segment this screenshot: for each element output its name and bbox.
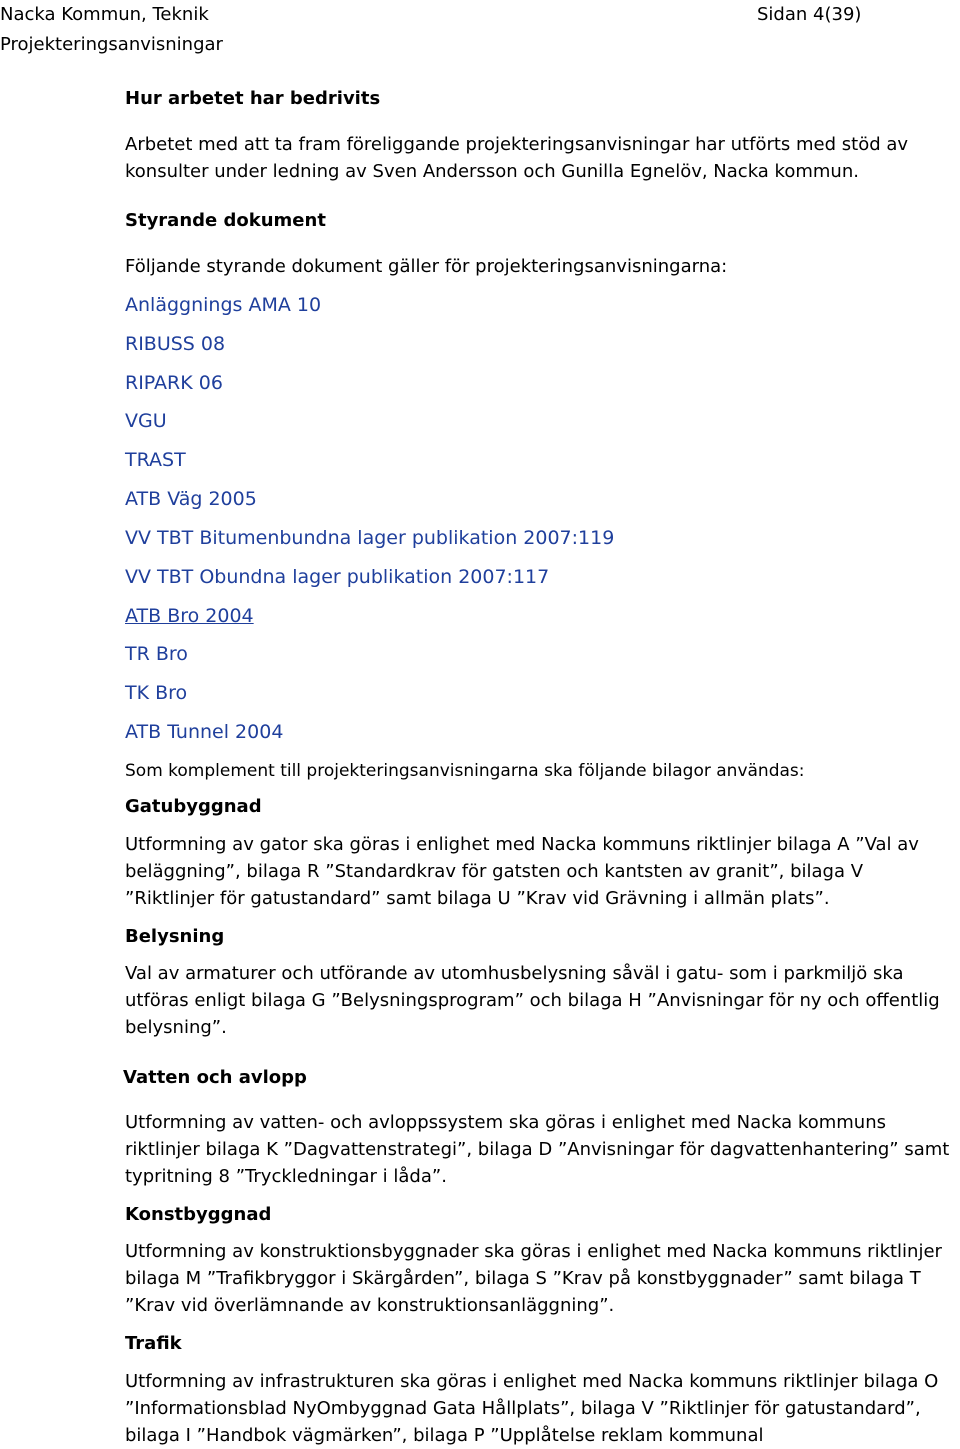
header-org: Nacka Kommun, Teknik bbox=[0, 4, 209, 25]
paragraph-gatubyggnad: Utformning av gator ska göras i enlighet med Nacka kommuns riktlinjer bilaga A ”Val av beläggning”, bilaga R ”Standardkrav för gatsten och kantsten av granit”, bilaga V ”Riktlinjer för gatustandard” samt bilaga U ”Krav vid Grävning i allmän plats”. bbox=[125, 834, 919, 909]
doc-item: TRAST bbox=[125, 449, 186, 471]
header-page-number: Sidan 4(39) bbox=[757, 4, 862, 25]
doc-item: RIBUSS 08 bbox=[125, 333, 226, 355]
doc-item: VGU bbox=[125, 410, 167, 432]
doc-item: RIPARK 06 bbox=[125, 372, 223, 394]
doc-item-link[interactable]: ATB Bro 2004 bbox=[125, 605, 254, 627]
paragraph-arbete: Arbetet med att ta fram föreliggande projekteringsanvisningar har utförts med stöd av konsulter under ledning av Sven Andersson och Gunilla Egnelöv, Nacka kommun. bbox=[125, 134, 909, 182]
paragraph-konstbyggnad: Utformning av konstruktionsbyggnader ska göras i enlighet med Nacka kommuns riktlinjer bilaga M ”Trafikbryggor i Skärgården”, bilaga S ”Krav på konstbyggnader” samt bilaga T ”Krav vid överlämnande av konstruktionsanläggning”. bbox=[125, 1241, 942, 1316]
styrande-intro: Följande styrande dokument gäller för projekteringsanvisningarna: bbox=[125, 256, 728, 277]
doc-item: ATB Tunnel 2004 bbox=[125, 721, 284, 743]
header-doc-title: Projekteringsanvisningar bbox=[0, 34, 223, 55]
paragraph-belysning: Val av armaturer och utförande av utomhusbelysning såväl i gatu- som i parkmiljö ska utföras enligt bilaga G ”Belysningsprogram” och bilaga H ”Anvisningar för ny och offentlig belysning”. bbox=[125, 963, 940, 1038]
heading-konstbyggnad: Konstbyggnad bbox=[125, 1204, 272, 1225]
doc-item: TR Bro bbox=[125, 643, 188, 665]
heading-belysning: Belysning bbox=[125, 926, 225, 947]
heading-styrande-dokument: Styrande dokument bbox=[125, 210, 326, 231]
paragraph-trafik: Utformning av infrastrukturen ska göras i enlighet med Nacka kommuns riktlinjer bilaga O ”Informationsblad NyOmbyggnad Gata Hållplats”, bilaga V ”Riktlinjer för gatustandard”, bilaga I ”Handbok vägmärken”, bilaga P ”Upplåtelse reklam kommunal bbox=[125, 1371, 939, 1446]
doc-item: VV TBT Bitumenbundna lager publikation 2007:119 bbox=[125, 527, 615, 549]
paragraph-vatten: Utformning av vatten- och avloppssystem ska göras i enlighet med Nacka kommuns riktlinjer bilaga K ”Dagvattenstrategi”, bilaga D ”Anvisningar för dagvattenhantering” samt typritning 8 ”Tryckledningar i låda”. bbox=[125, 1112, 950, 1187]
doc-item: Anläggnings AMA 10 bbox=[125, 294, 322, 316]
heading-gatubyggnad: Gatubyggnad bbox=[125, 796, 262, 817]
doc-item: VV TBT Obundna lager publikation 2007:117 bbox=[125, 566, 550, 588]
page-header-left bbox=[0, 0, 223, 60]
doc-item: TK Bro bbox=[125, 682, 188, 704]
heading-vatten-och-avlopp: Vatten och avlopp bbox=[123, 1067, 307, 1088]
complement-text: Som komplement till projekteringsanvisningarna ska följande bilagor användas: bbox=[125, 761, 805, 781]
heading-trafik: Trafik bbox=[125, 1333, 182, 1354]
doc-item: ATB Väg 2005 bbox=[125, 488, 257, 510]
heading-hur-arbetet: Hur arbetet har bedrivits bbox=[125, 88, 381, 109]
